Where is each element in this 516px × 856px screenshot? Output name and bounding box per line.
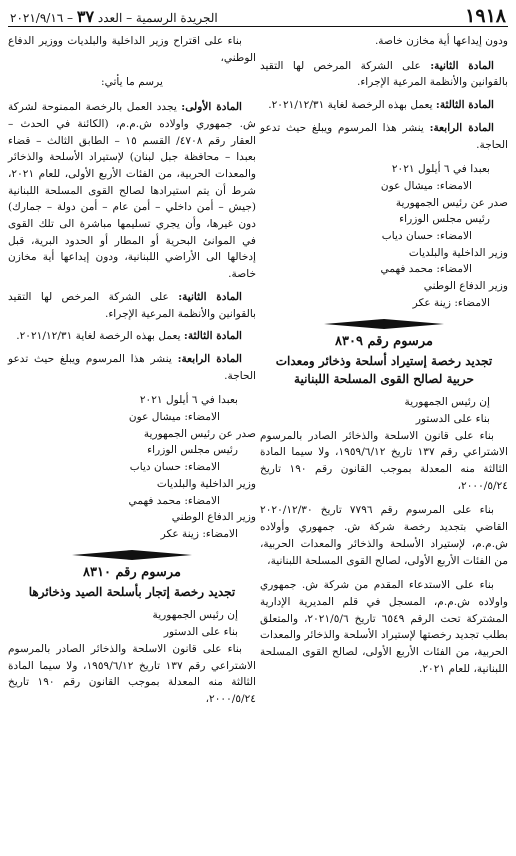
- article-text: يعمل بهذه الرخصة لغاية ٢٠٢١/١٢/٣١.: [268, 99, 433, 112]
- left-column: [8, 33, 256, 708]
- article-4: [8, 351, 256, 384]
- legal-basis: بناء على الاستدعاء المقدم من شركة ش. جمهوري واولاده ش.م.م، المسجل في قلم المديرية الإدارية المشتركة تحت الرقم ٦٥٤٩ تاريخ ٢٠٢١/٥/٦، والمتعلق بطلب تجديد رخصتها لإستيراد الأسلحة والذخائر والمعدات الحربية، من الفئات الأربع الأولى، لصالح القوى المسلحة اللبنانية، للعام ٢٠٢١.: [260, 579, 508, 675]
- gazette-name: الجريدة الرسمية – العدد: [97, 11, 218, 25]
- issued-by: صدر عن رئيس الجمهورية: [395, 196, 508, 209]
- article-label: المادة الرابعة:: [177, 352, 243, 365]
- president-intro: إن رئيس الجمهورية: [152, 609, 238, 622]
- minister-defense: وزير الدفاع الوطني: [171, 511, 256, 524]
- article-text: ينشر هذا المرسوم ويبلغ حيث تدعو الحاجة.: [8, 352, 256, 382]
- article-text: على الشركة المرخص لها التقيد بالقوانين والأنظمة المرعية الإجراء.: [260, 59, 508, 89]
- decree-subject: تجديد رخصة إتجار بأسلحة الصيد وذخائرها: [28, 585, 236, 600]
- constitution-basis: بناء على الدستور: [415, 412, 490, 425]
- article-text: يجدد العمل بالرخصة الممنوحة لشركة ش. جمهوري واولاده ش.م.م، (الكائنة في الحدث – العقار رقم ٤٧٠٨/ القسم ١٥ – الطابق الثالث – قضاء بعبدا – محافظة جبل لبنان) لإستيراد الأسلحة والذخائر والمعدات الحربية، من الفئات الأربع الأولى، للعام ٢٠٢١، شرط أن يتم استيرادها لصالح القوى المسلحة اللبنانية (جيش – أمن داخلي – أمن عام – أمن دولة – جمارك) دون غيرها، وأن يجري تسليمها مباشرة الى تلك القوى في الموانئ البحرية أو المطار أو الحدود البرية، قبل إدخالها الى الأراضي اللبنانية، ودون إيداعها أية مخازن خاصة.: [8, 101, 256, 281]
- decree-title: مرسوم رقم ٨٣٠٩: [335, 333, 433, 349]
- signature-pm: الامضاء: حسان دياب: [381, 230, 472, 243]
- right-column: [260, 33, 508, 678]
- article-text: على الشركة المرخص لها التقيد بالقوانين والأنظمة المرعية الإجراء.: [8, 290, 256, 320]
- prime-minister: رئيس مجلس الوزراء: [399, 213, 490, 226]
- legal-basis: بناء على قانون الاسلحة والذخائر الصادر بالمرسوم الاشتراعي رقم ١٣٧ تاريخ ١٩٥٩/٦/١٢، ولا سيما المادة الثالثة منه المعدلة بموجب القانون رقم ١٩٠ تاريخ ٢٠٠٠/٥/٢٤،: [8, 642, 256, 705]
- signature-interior: الامضاء: محمد فهمي: [128, 494, 220, 507]
- page-number: ١٩١٨: [465, 5, 506, 27]
- legal-basis: بناء على قانون الاسلحة والذخائر الصادر بالمرسوم الاشتراعي رقم ١٣٧ تاريخ ١٩٥٩/٦/١٢، ولا سيما المادة الثالثة منه المعدلة بموجب القانون رقم ١٩٠ تاريخ ٢٠٠٠/٥/٢٤،: [260, 429, 508, 492]
- legal-basis: بناء على المرسوم رقم ٧٧٩٦ تاريخ ٢٠٢٠/١٢/٣٠ القاضي بتجديد رخصة شركة ش. جمهوري وأولاده ش.م.م، لإستيراد الأسلحة والذخائر والمعدات الحربية، من الفئات الأربع الأولى، لصالح القوى المسلحة اللبنانية،: [260, 504, 508, 567]
- article-text: ينشر هذا المرسوم ويبلغ حيث تدعو الحاجة.: [260, 121, 508, 151]
- date-line: بعبدا في ٦ أيلول ٢٠٢١: [391, 163, 490, 176]
- paragraph: بناء على اقتراح وزير الداخلية والبلديات ووزير الدفاع الوطني،: [8, 35, 256, 64]
- paragraph: ودون إيداعها أية مخازن خاصة.: [374, 35, 508, 47]
- article-label: المادة الأولى:: [181, 101, 242, 114]
- section-divider: [260, 318, 508, 330]
- article-3: [260, 97, 508, 114]
- article-label: المادة الثانية:: [430, 59, 494, 72]
- article-label: المادة الرابعة:: [429, 121, 495, 134]
- signature-defense: الامضاء: زينة عكر: [412, 296, 490, 309]
- decree-subject: تجديد رخصة إستيراد أسلحة وذخائر ومعدات حربية لصالح القوى المسلحة اللبنانية: [275, 354, 493, 387]
- date-line: بعبدا في ٦ أيلول ٢٠٢١: [139, 394, 238, 407]
- signature-defense: الامضاء: زينة عكر: [160, 527, 238, 540]
- prime-minister: رئيس مجلس الوزراء: [147, 444, 238, 457]
- article-2: [260, 58, 508, 91]
- issue-number: ٣٧: [76, 7, 95, 26]
- page-header: [8, 4, 508, 27]
- article-1: [8, 99, 256, 283]
- article-text: يعمل بهذه الرخصة لغاية ٢٠٢١/١٢/٣١.: [16, 330, 181, 343]
- article-3: [8, 328, 256, 345]
- gazette-title: [10, 7, 218, 26]
- article-label: المادة الثانية:: [178, 290, 242, 303]
- article-2: [8, 289, 256, 322]
- signature-interior: الامضاء: محمد فهمي: [380, 263, 472, 276]
- issued-by: صدر عن رئيس الجمهورية: [143, 427, 256, 440]
- signature-president: الامضاء: ميشال عون: [128, 411, 220, 424]
- issue-date: – ٢٠٢١/٩/١٦: [10, 11, 74, 25]
- article-4: [260, 120, 508, 153]
- minister-interior: وزير الداخلية والبلديات: [408, 246, 508, 259]
- signature-president: الامضاء: ميشال عون: [380, 179, 472, 192]
- decree-title: مرسوم رقم ٨٣١٠: [83, 564, 181, 580]
- section-divider: [8, 549, 256, 561]
- minister-interior: وزير الداخلية والبلديات: [156, 477, 256, 490]
- minister-defense: وزير الدفاع الوطني: [423, 280, 508, 293]
- article-label: المادة الثالثة:: [183, 330, 242, 343]
- decrees-heading: يرسم ما يأتي:: [101, 76, 163, 89]
- article-label: المادة الثالثة:: [435, 99, 494, 112]
- constitution-basis: بناء على الدستور: [163, 626, 238, 639]
- signature-pm: الامضاء: حسان دياب: [129, 461, 220, 474]
- president-intro: إن رئيس الجمهورية: [404, 396, 490, 409]
